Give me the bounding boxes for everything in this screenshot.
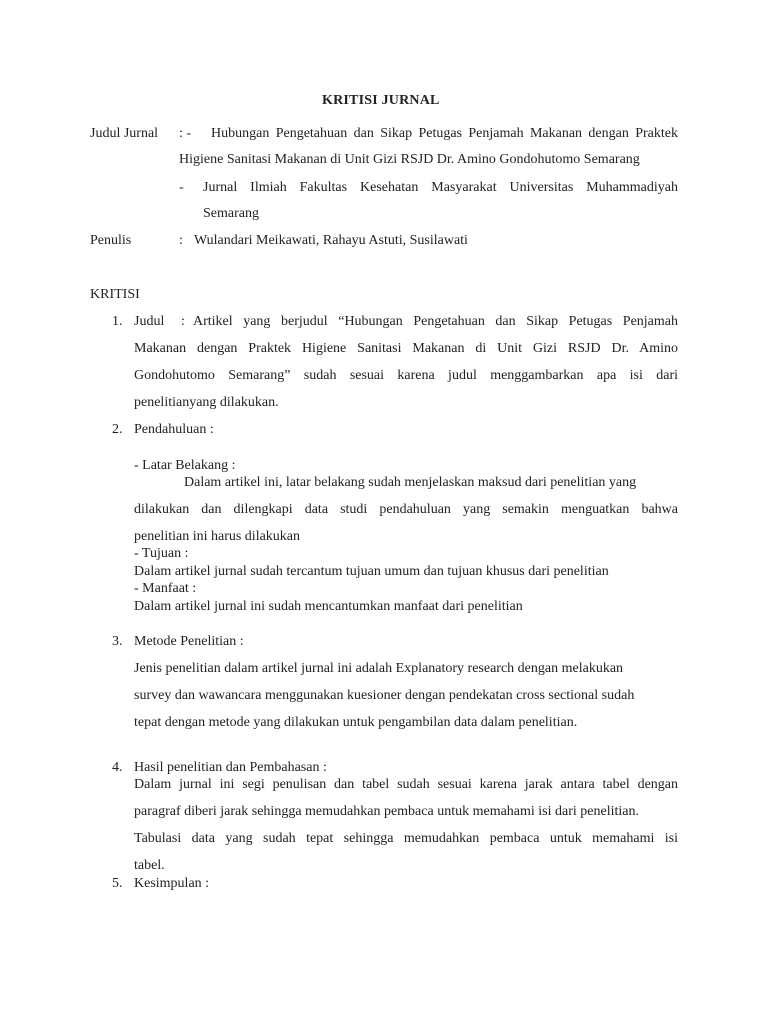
kritisi-heading: KRITISI — [90, 287, 140, 302]
item-number-1: 1. — [112, 314, 123, 329]
latar-belakang-line-2: dilakukan dan dilengkapi data studi pendahuluan yang semakin menguatkan bahwa — [134, 502, 678, 517]
judul-jurnal-colon-dash: : - — [179, 126, 192, 141]
judul-jurnal-line-4: Semarang — [203, 206, 259, 221]
judul-jurnal-line-2: Higiene Sanitasi Makanan di Unit Gizi RSJD Dr. Amino Gondohutomo Semarang — [179, 152, 640, 167]
manfaat-text: Dalam artikel jurnal ini sudah mencantumkan manfaat dari penelitian — [134, 599, 523, 614]
item-number-3: 3. — [112, 634, 123, 649]
judul-section-line-4: penelitianyang dilakukan. — [134, 395, 279, 410]
judul-jurnal-dash-2: - — [179, 180, 184, 195]
latar-belakang-line-1: Dalam artikel ini, latar belakang sudah menjelaskan maksud dari penelitian yang — [184, 475, 637, 490]
hasil-line-4: tabel. — [134, 858, 165, 873]
manfaat-label: - Manfaat : — [134, 581, 197, 596]
hasil-line-1: Dalam jurnal ini segi penulisan dan tabel sudah sesuai karena jarak antara tabel dengan — [134, 777, 678, 792]
judul-section-line-2: Makanan dengan Praktek Higiene Sanitasi Makanan di Unit Gizi RSJD Dr. Amino — [134, 341, 678, 356]
metode-line-1: Jenis penelitian dalam artikel jurnal ini adalah Explanatory research dengan melakukan — [134, 661, 624, 676]
hasil-line-3: Tabulasi data yang sudah tepat sehingga memudahkan pembaca untuk memahami isi — [134, 831, 678, 846]
item-number-2: 2. — [112, 422, 123, 437]
item-number-4: 4. — [112, 760, 123, 775]
document-title: KRITISI JURNAL — [322, 93, 440, 108]
hasil-label: Hasil penelitian dan Pembahasan : — [134, 760, 327, 775]
tujuan-text: Dalam artikel jurnal sudah tercantum tujuan umum dan tujuan khusus dari penelitian — [134, 564, 609, 579]
judul-section-label: Judul — [134, 314, 165, 329]
metode-line-3: tepat dengan metode yang dilakukan untuk pengambilan data dalam penelitian. — [134, 715, 578, 730]
hasil-line-2: paragraf diberi jarak sehingga memudahkan pembaca untuk memahami isi dari penelitian. — [134, 804, 639, 819]
judul-jurnal-label: Judul Jurnal — [90, 126, 159, 141]
kesimpulan-label: Kesimpulan : — [134, 876, 210, 891]
latar-belakang-line-3: penelitian ini harus dilakukan — [134, 529, 301, 544]
tujuan-label: - Tujuan : — [134, 546, 189, 561]
pendahuluan-label: Pendahuluan : — [134, 422, 214, 437]
metode-line-2: survey dan wawancara menggunakan kuesioner dengan pendekatan cross sectional sudah — [134, 688, 635, 703]
judul-section-line-3: Gondohutomo Semarang” sudah sesuai karena judul menggambarkan apa isi dari — [134, 368, 678, 383]
penulis-value: Wulandari Meikawati, Rahayu Astuti, Susilawati — [194, 233, 468, 248]
judul-section-line-1: Artikel yang berjudul “Hubungan Pengetahuan dan Sikap Petugas Penjamah — [193, 314, 678, 329]
judul-jurnal-line-3: Jurnal Ilmiah Fakultas Kesehatan Masyarakat Universitas Muhammadiyah — [203, 180, 678, 195]
penulis-label: Penulis — [90, 233, 132, 248]
latar-belakang-label: - Latar Belakang : — [134, 458, 236, 473]
judul-jurnal-line-1: Hubungan Pengetahuan dan Sikap Petugas Penjamah Makanan dengan Praktek — [211, 126, 678, 141]
judul-section-colon: : — [181, 314, 185, 329]
item-number-5: 5. — [112, 876, 123, 891]
metode-label: Metode Penelitian : — [134, 634, 244, 649]
penulis-colon: : — [179, 233, 183, 248]
